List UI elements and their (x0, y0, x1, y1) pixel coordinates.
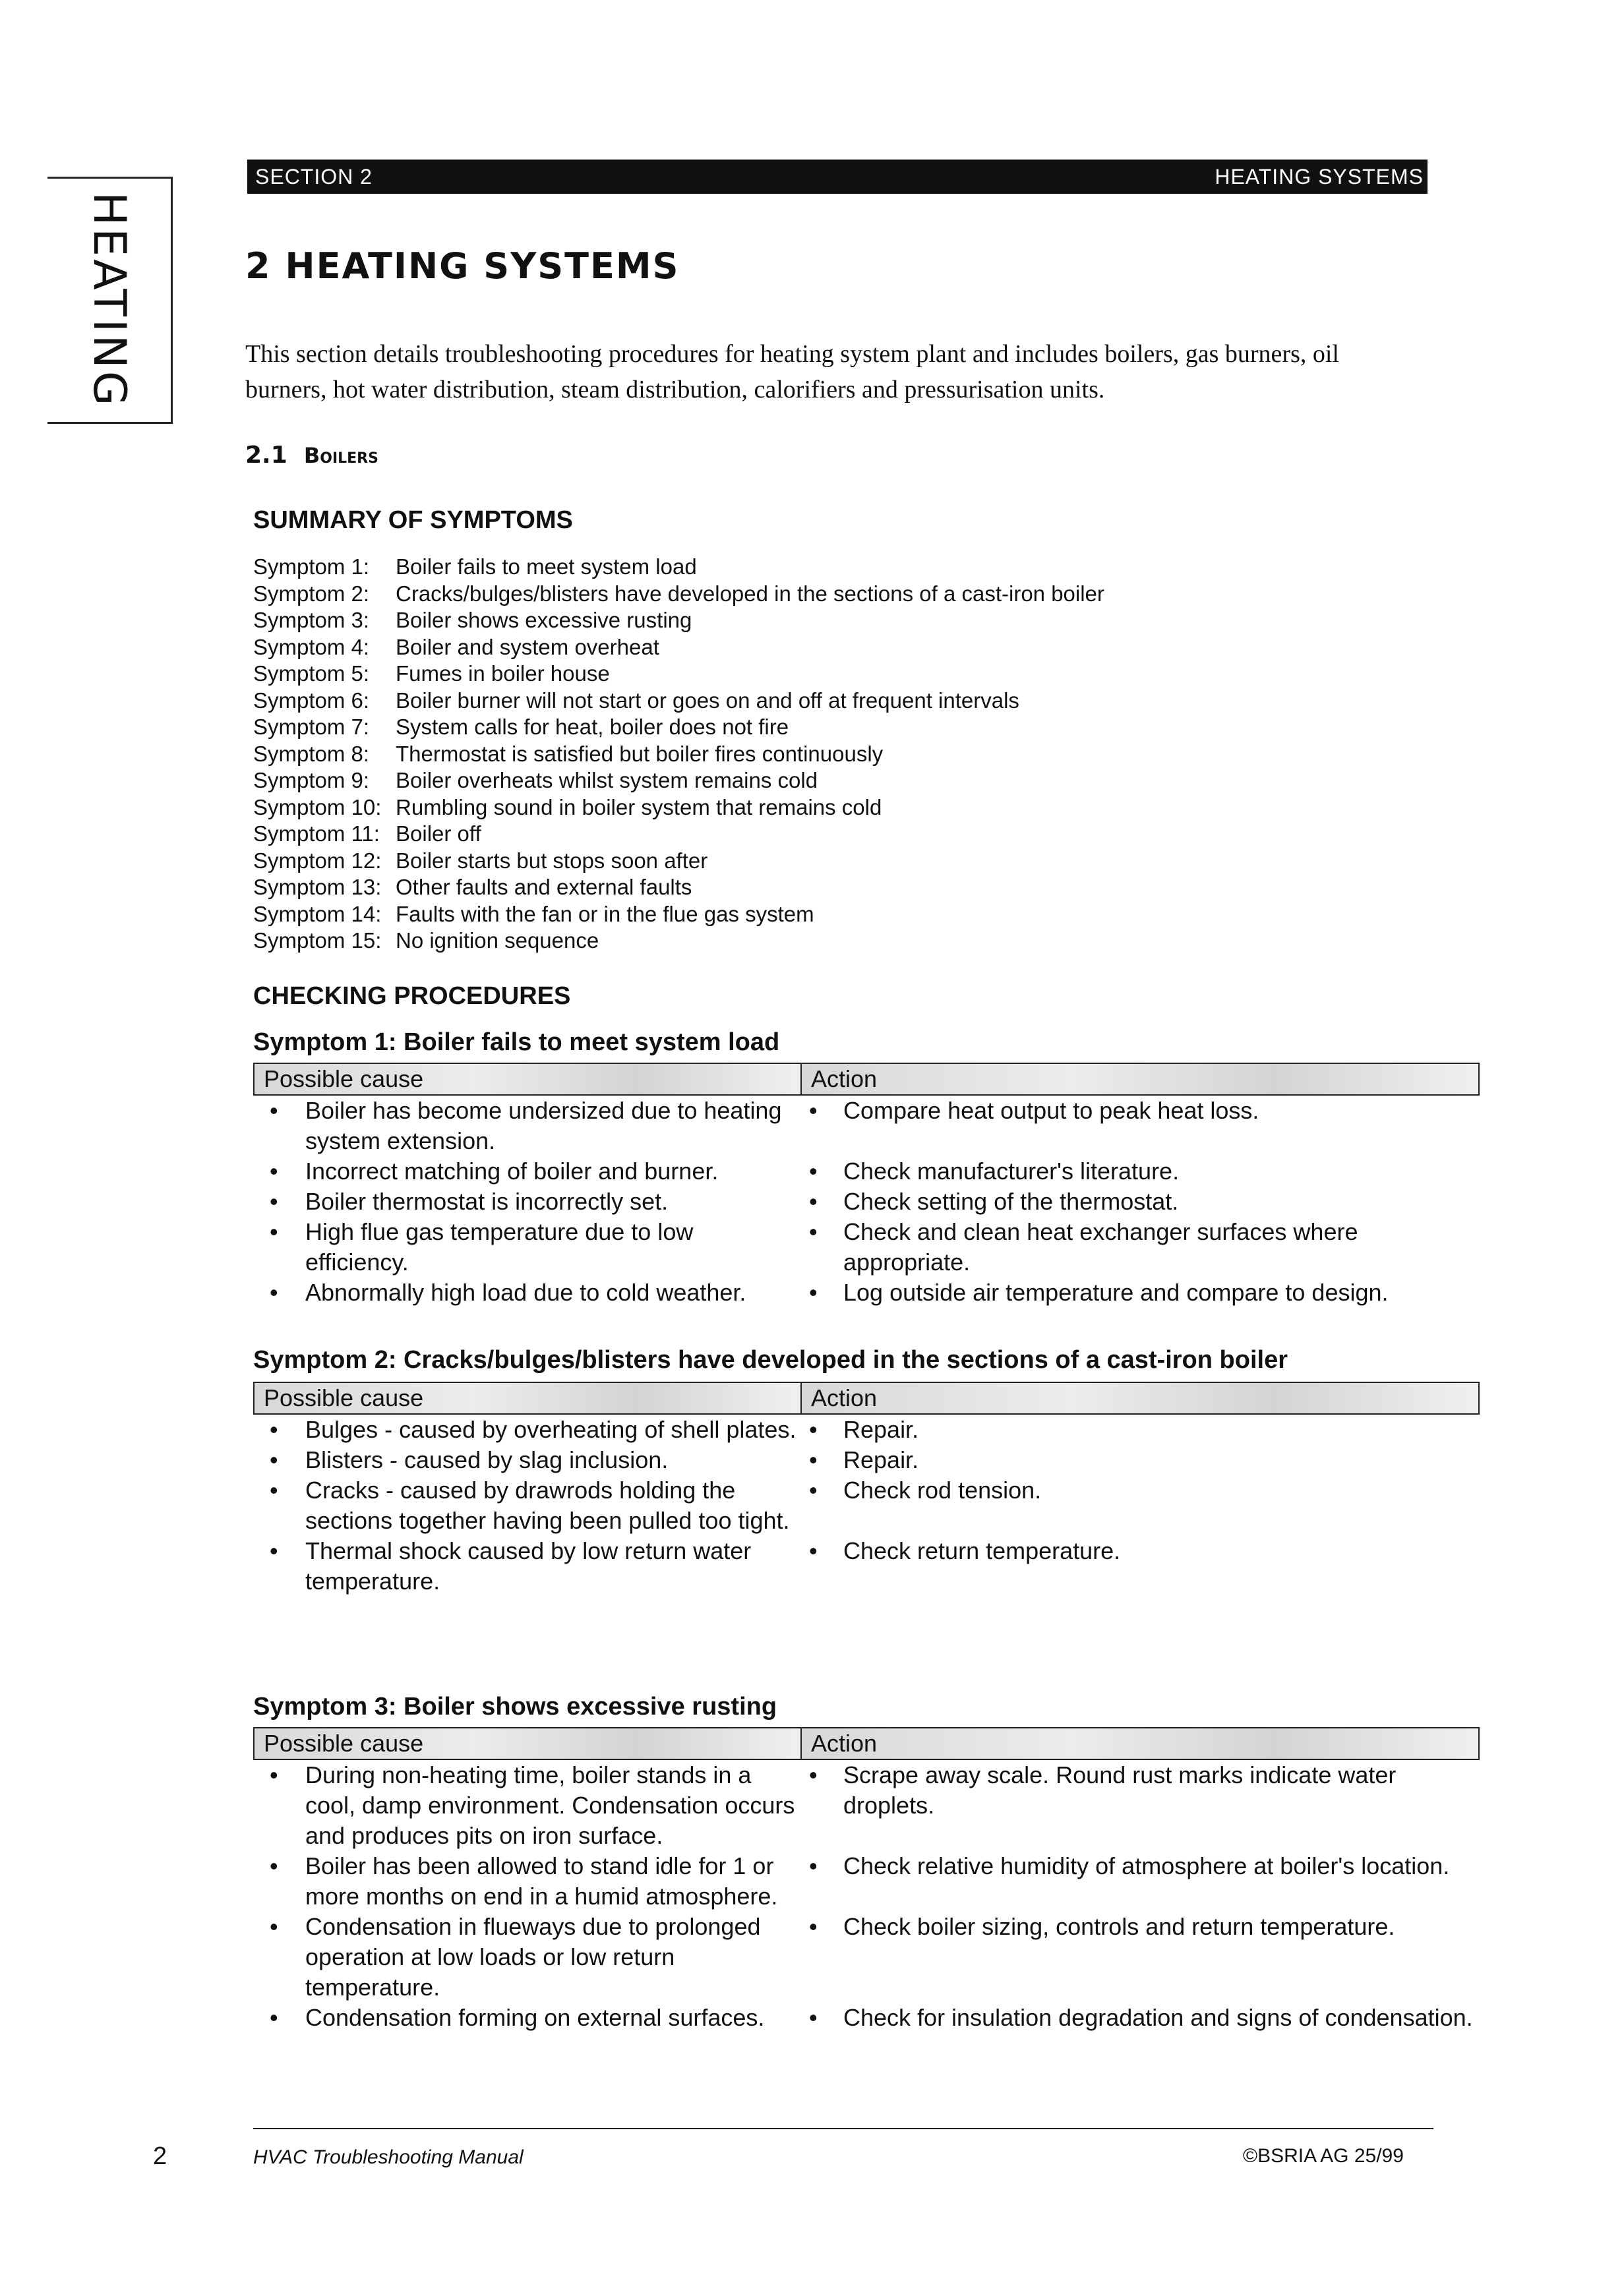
list-item: Symptom 1: Boiler fails to meet system load (253, 554, 697, 579)
list-item: Symptom 13: Other faults and external faults (253, 875, 692, 899)
col-action-header: Action (801, 1382, 1479, 1414)
side-tab-label: HEATING (83, 192, 135, 409)
table-row: • Boiler thermostat is incorrectly set. • Check setting of the thermostat. (254, 1187, 1479, 1217)
symptom-2-title: Symptom 2: Cracks/bulges/blisters have developed in the sections of a cast-iron boiler (253, 1346, 1288, 1374)
header-chapter-label: HEATING SYSTEMS (1215, 164, 1424, 189)
list-item: Symptom 7: System calls for heat, boiler does not fire (253, 715, 789, 739)
col-cause-header: Possible cause (254, 1382, 801, 1414)
list-item: Symptom 12: Boiler starts but stops soon after (253, 848, 708, 873)
table-row: • Abnormally high load due to cold weather. • Log outside air temperature and compare to design. (254, 1278, 1479, 1308)
col-action-header: Action (801, 1728, 1479, 1759)
table-row: • Blisters - caused by slag inclusion. • Repair. (254, 1445, 1479, 1475)
symptom-1-title: Symptom 1: Boiler fails to meet system load (253, 1028, 780, 1056)
list-item: Symptom 6: Boiler burner will not start or goes on and off at frequent intervals (253, 688, 1019, 713)
list-item: Symptom 11: Boiler off (253, 821, 481, 846)
list-item: Symptom 2: Cracks/bulges/blisters have developed in the sections of a cast-iron boiler (253, 581, 1104, 606)
table-row: • High flue gas temperature due to low efficiency. • Check and clean heat exchanger surfaces where appropriate. (254, 1217, 1479, 1278)
page-title: 2 HEATING SYSTEMS (245, 245, 680, 287)
table-row: • Incorrect matching of boiler and burner. • Check manufacturer's literature. (254, 1156, 1479, 1187)
side-tab (47, 177, 173, 424)
list-item: Symptom 14: Faults with the fan or in the flue gas system (253, 901, 814, 926)
list-item: Symptom 9: Boiler overheats whilst system remains cold (253, 768, 818, 792)
table-header-row (254, 1728, 1479, 1759)
footer-manual-title: HVAC Troubleshooting Manual (253, 2146, 524, 2168)
table-header-row (254, 1382, 1479, 1414)
header-section-label: SECTION 2 (255, 164, 373, 189)
summary-heading: SUMMARY OF SYMPTOMS (253, 506, 573, 534)
list-item: Symptom 3: Boiler shows excessive rusting (253, 608, 692, 632)
table-row: • Condensation forming on external surfaces. • Check for insulation degradation and signs of condensation. (254, 2003, 1479, 2033)
col-cause-header: Possible cause (254, 1063, 801, 1095)
subsection-number: 2.1 (245, 442, 287, 469)
list-item: Symptom 5: Fumes in boiler house (253, 661, 610, 686)
page-number: 2 (153, 2142, 167, 2170)
symptom-3-title: Symptom 3: Boiler shows excessive rusting (253, 1693, 777, 1721)
subsection-heading (245, 442, 378, 469)
list-item: Symptom 10: Rumbling sound in boiler system that remains cold (253, 794, 882, 819)
footer-divider (253, 2128, 1433, 2129)
symptom-3-table (253, 1727, 1480, 2033)
checking-heading: CHECKING PROCEDURES (253, 982, 571, 1010)
table-row: • Thermal shock caused by low return water temperature. • Check return temperature. (254, 1536, 1479, 1597)
table-row: • Boiler has become undersized due to heating system extension. • Compare heat output to peak heat loss. (254, 1095, 1479, 1156)
table-row: • Cracks - caused by drawrods holding the sections together having been pulled too tight. • Check rod tension. (254, 1475, 1479, 1536)
list-item: Symptom 8: Thermostat is satisfied but boiler fires continuously (253, 741, 884, 766)
footer-copyright: ©BSRIA AG 25/99 (1243, 2145, 1404, 2167)
table-header-row (254, 1063, 1479, 1095)
col-cause-header: Possible cause (254, 1728, 801, 1759)
table-row: • Bulges - caused by overheating of shell plates. • Repair. (254, 1414, 1479, 1445)
col-action-header: Action (801, 1063, 1479, 1095)
table-row: • During non-heating time, boiler stands in a cool, damp environment. Condensation occurs and produces pits on iron surface. • Scrape away scale. Round rust marks indicate water droplets. (254, 1759, 1479, 1851)
symptom-list (253, 554, 1104, 955)
table-row: • Boiler has been allowed to stand idle for 1 or more months on end in a humid atmosphere. • Check relative humidity of atmosphere at boiler's location. (254, 1851, 1479, 1912)
section-header-bar (247, 160, 1428, 194)
list-item: Symptom 4: Boiler and system overheat (253, 634, 659, 659)
symptom-1-table (253, 1063, 1480, 1308)
table-row: • Condensation in flueways due to prolonged operation at low loads or low return temperature. • Check boiler sizing, controls and return temperature. (254, 1912, 1479, 2003)
list-item: Symptom 15: No ignition sequence (253, 928, 599, 953)
subsection-title: Boilers (303, 443, 378, 468)
intro-paragraph: This section details troubleshooting procedures for heating system plant and includes boilers, gas burners, oil burners, hot water distribution, steam distribution, calorifiers and pressurisation units. (245, 340, 1339, 403)
symptom-2-table (253, 1382, 1480, 1597)
